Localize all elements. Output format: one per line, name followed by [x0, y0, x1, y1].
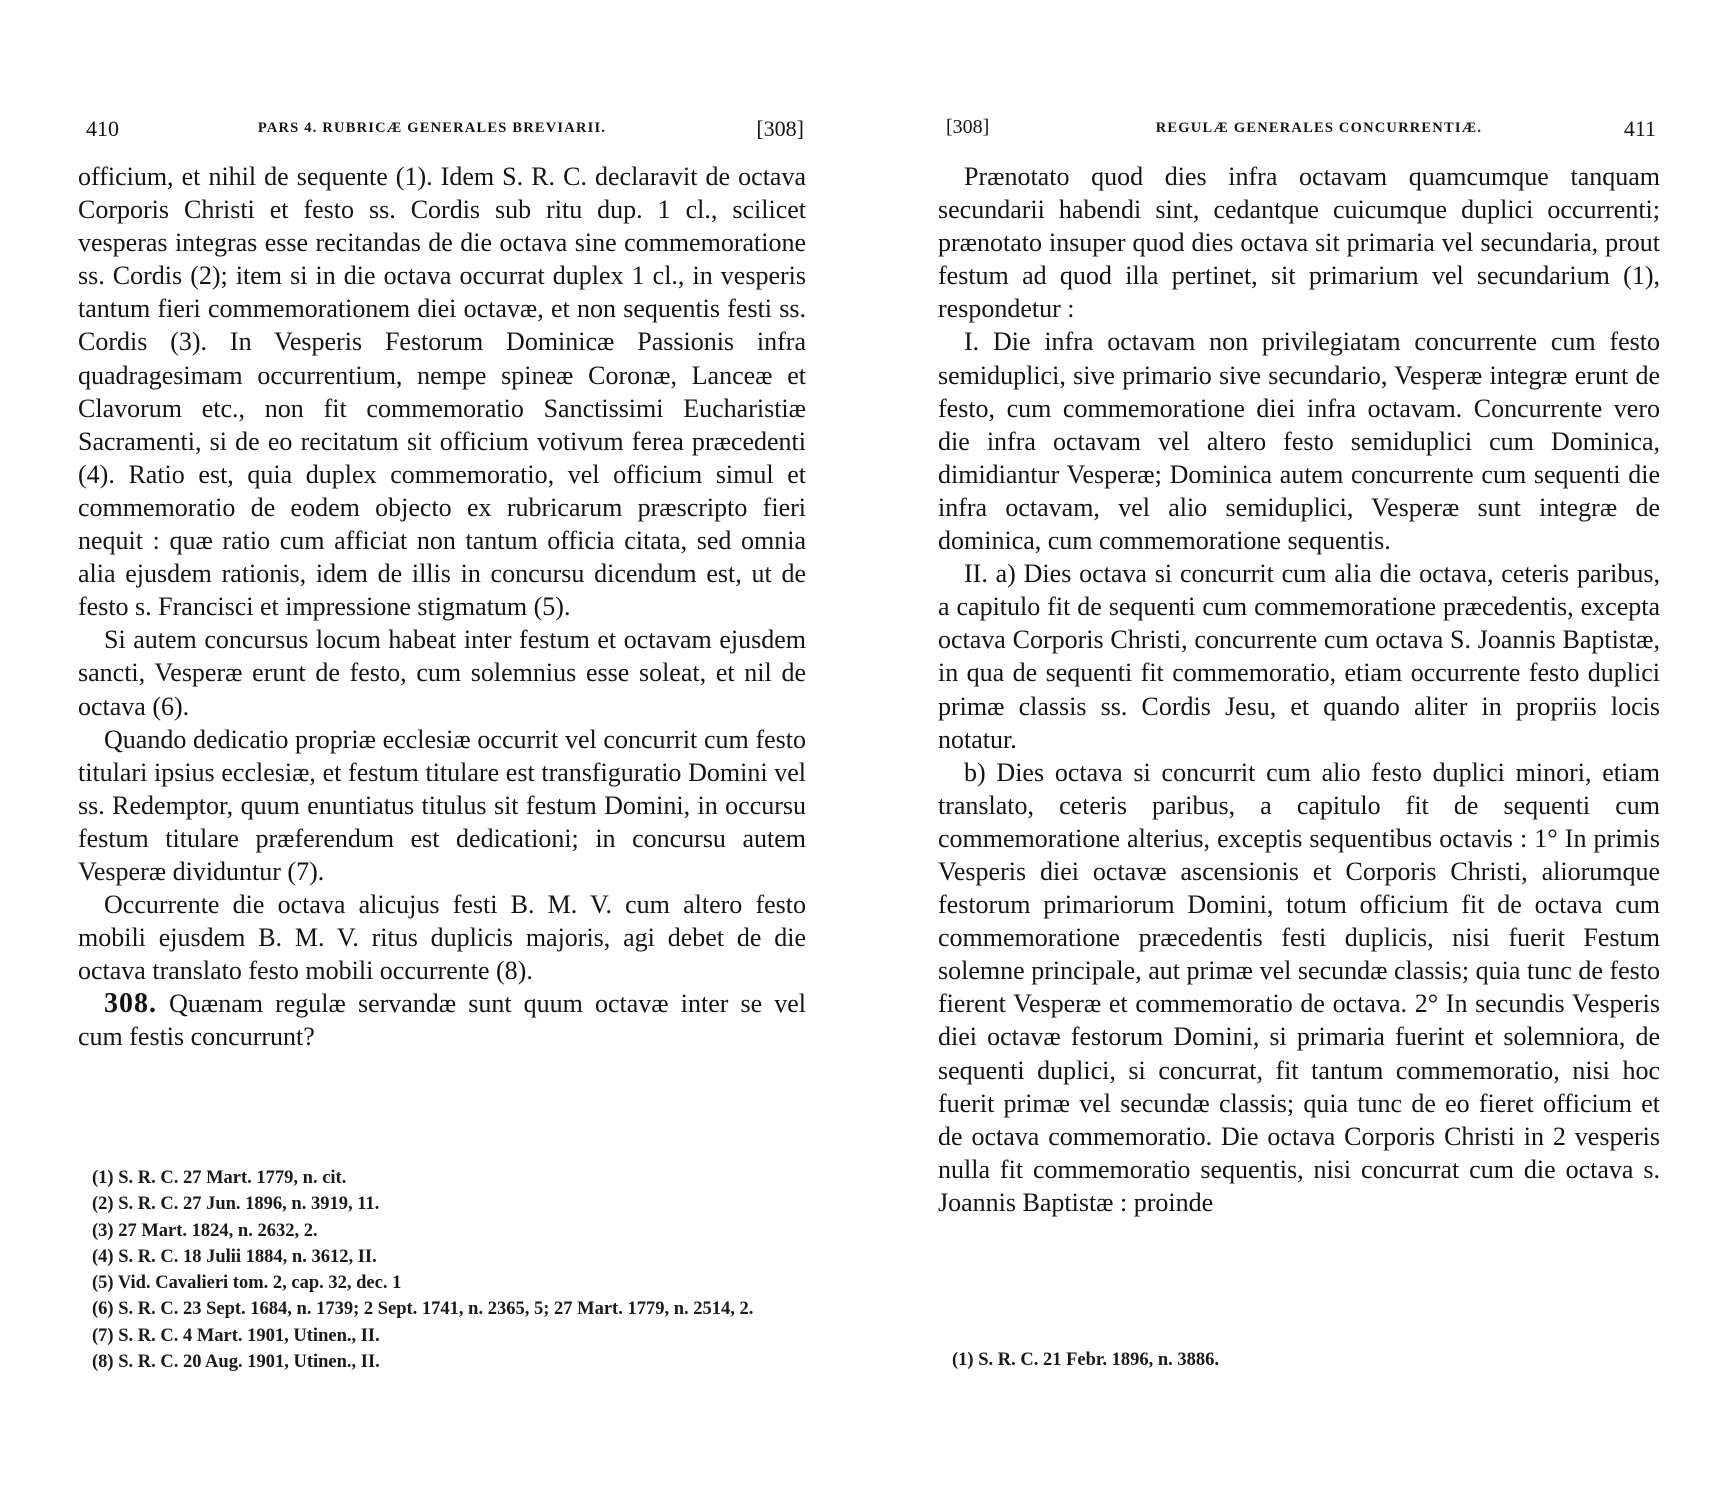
running-title: PARS 4. RUBRICÆ GENERALES BREVIARII.	[257, 120, 607, 136]
right-page	[938, 0, 1660, 1500]
footnote: (8) S. R. C. 20 Aug. 1901, Utinen., II.	[92, 1352, 380, 1373]
paragraph: Prænotato quod dies infra octavam quamcumque tanquam secundarii habendi sint, cedantque cuicumque duplici occurrenti; prænotato insuper quod dies octava sit primaria vel secundaria, prout festum ad quod illa pertinet, sit primarium vel secundarium (1), respondetur :	[938, 162, 1660, 324]
footnotes	[938, 1347, 1660, 1373]
paragraph: Quando dedicatio propriæ ecclesiæ occurrit vel concurrit cum festo titulari ipsius ecclesiæ, et festum titulare est transfiguratio Domini vel ss. Redemptor, quum enuntiatus titulus sit festum Domini, in occursu festum titulare præferendum est dedicationi; in concursu autem Vesperæ dividuntur (7).	[78, 724, 806, 886]
paragraph: Occurrente die octava alicujus festi B. M. V. cum altero festo mobili ejusdem B. M. V. ritus duplicis majoris, agi debet de die octava translato festo mobili occurrente (8).	[78, 890, 806, 986]
paragraph: officium, et nihil de sequente (1). Idem S. R. C. declaravit de octava Corporis Christi et festo ss. Cordis sub ritu dup. 1 cl., scilicet vesperas integras esse recitandas de die octava sine commemoratione ss. Cordis (2); item si in die octava occurrat duplex 1 cl., in vesperis tantum fieri commemorationem diei octavæ, et non sequentis festi ss. Cordis (3). In Vesperis Festorum Dominicæ Passionis infra quadragesimam occurrentium, nempe spineæ Coronæ, Lanceæ et Clavorum etc., non fit commemoratio Sanctissimi Eucharistiæ Sacramenti, si de eo recitatum sit officium votivum ferea præcedenti (4). Ratio est, quia duplex commemoratio, vel officium simul et commemoratio de eodem objecto ex rubricarum præscripto fieri nequit : quæ ratio cum afficiat non tantum officia citata, sed omnia alia ejusdem rationis, idem de illis in concursu dicendum est, ut de festo s. Francisci et impressione stigmatum (5).	[78, 162, 806, 622]
footnote: (4) S. R. C. 18 Julii 1884, n. 3612, II.	[92, 1246, 377, 1267]
question-number: 308.	[104, 988, 157, 1020]
footnote-text: (6) S. R. C. 23 Sept. 1684, n. 1739; 2 Sept. 1741, n. 2365, 5; 27 Mart. 1779, n. 2514, 2.	[92, 1299, 754, 1320]
footnote: (7) S. R. C. 4 Mart. 1901, Utinen., II.	[92, 1325, 380, 1346]
footnote: (5) Vid. Cavalieri tom. 2, cap. 32, dec. 1	[92, 1273, 402, 1294]
section-mark: [308]	[946, 116, 990, 138]
footnote: (1) S. R. C. 21 Febr. 1896, n. 3886.	[952, 1350, 1220, 1370]
running-title: REGULÆ GENERALES CONCURRENTIÆ.	[1155, 120, 1483, 136]
footnotes	[78, 1165, 806, 1375]
paragraph: b) Dies octava si concurrit cum alio festo duplici minori, etiam translato, ceteris paribus, a capitulo fit de sequenti cum commemoratione alterius, exceptis sequentibus octavis : 1° In primis Vesperis diei octavæ ascensionis et Corporis Christi, aliorumque festorum primariorum Domini, totum officium fit de octava cum commemoratione præcedentis festi duplicis, nisi fuerit Festum solemne principale, aut primæ vel secundæ classis; quia tunc de festo fierent Vesperæ et commemoratio de octava. 2° In secundis Vesperis diei octavæ festorum Domini, si primaria fuerint et solemniora, de sequenti duplici, si concurrat, fit tantum commemoratio, nisi hoc fuerit primæ vel secundæ classis; quia tunc de eo fieret officium et de octava commemoratio. Die octava Corporis Christi in 2 vesperis nulla fit commemoratio sequentis, nisi concurrat cum die octava s. Joannis Baptistæ : proinde	[938, 757, 1660, 1217]
paragraph: I. Die infra octavam non privilegiatam concurrente cum festo semiduplici, sive primario sive secundario, Vesperæ integræ erunt de festo, cum commemoratione diei infra octavam. Concurrente vero die infra octavam vel altero festo semiduplici cum Dominica, dimidiantur Vesperæ; Dominica autem concurrente cum sequenti die infra octavam, vel alio semiduplici, Vesperæ sunt integræ de dominica, cum commemoratione sequentis.	[938, 327, 1660, 556]
footnote: (3) 27 Mart. 1824, n. 2632, 2.	[92, 1220, 318, 1241]
section-mark: [308]	[756, 116, 804, 141]
question	[78, 987, 806, 1053]
paragraph: II. a) Dies octava si concurrit cum alia die octava, ceteris paribus, a capitulo fit de sequenti cum commemoratione præcedentis, excepta octava Corporis Christi, concurrente cum octava S. Joannis Baptistæ, in qua de sequenti fit commemoratio, etiam occurrente festo duplici primæ classis ss. Cordis Jesu, et quando aliter in propriis locis notatur.	[938, 559, 1660, 754]
question-text: Quænam regulæ servandæ sunt quum octavæ inter se vel cum festis concurrunt?	[78, 989, 807, 1052]
footnote	[78, 1296, 806, 1322]
left-page	[78, 0, 806, 1500]
footnote: (1) S. R. C. 27 Mart. 1779, n. cit.	[92, 1168, 347, 1188]
footnote: (2) S. R. C. 27 Jun. 1896, n. 3919, 11.	[92, 1194, 380, 1215]
page-number: 410	[86, 116, 119, 141]
body-text	[78, 160, 806, 1054]
running-head	[78, 112, 806, 148]
running-head	[938, 112, 1660, 148]
body-text	[938, 160, 1660, 1219]
page-number: 411	[1623, 116, 1656, 141]
paragraph: Si autem concursus locum habeat inter festum et octavam ejusdem sancti, Vesperæ erunt de festo, cum solemnius esse soleat, et nil de octava (6).	[78, 625, 806, 721]
